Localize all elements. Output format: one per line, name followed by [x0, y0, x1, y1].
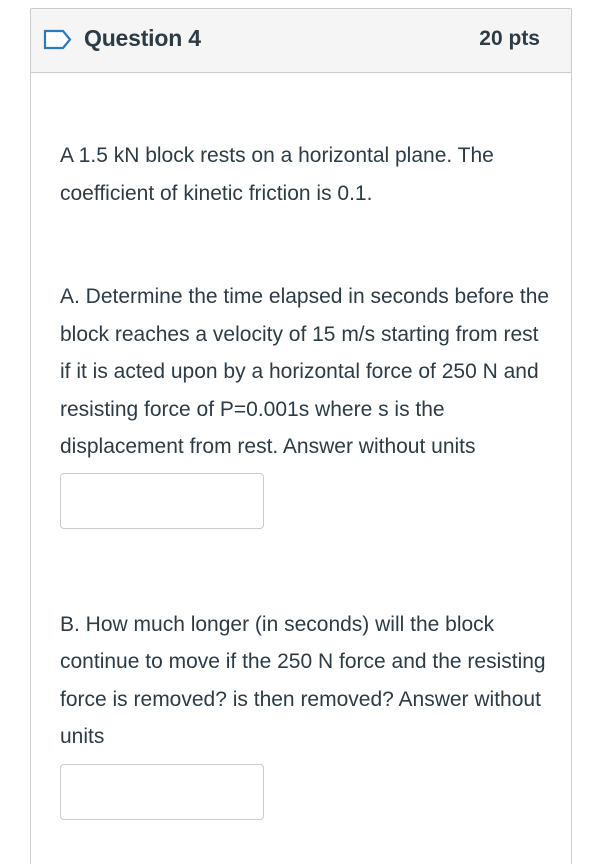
question-header: [31, 9, 571, 73]
question-title: Question 4: [84, 25, 201, 51]
part-b-prompt: B. How much longer (in seconds) will the block continue to move if the 250 N force and the resisting force is removed? is then removed? Answer without units: [60, 612, 546, 748]
question-body: [31, 73, 571, 820]
question-card: [30, 8, 572, 864]
question-intro: A 1.5 kN block rests on a horizontal plane. The coefficient of kinetic friction is 0.1.: [60, 144, 494, 205]
part-b-answer-input[interactable]: [60, 764, 264, 820]
part-a-answer-input[interactable]: [60, 473, 264, 529]
part-a-prompt: A. Determine the time elapsed in seconds before the block reaches a velocity of 15 m/s starting from rest if it is acted upon by a horizontal force of 250 N and resisting force of P=0.001s where s is the displacement from rest. Answer without units: [60, 285, 550, 458]
bookmark-flag-icon[interactable]: [43, 29, 73, 50]
question-points: 20 pts: [479, 27, 540, 50]
